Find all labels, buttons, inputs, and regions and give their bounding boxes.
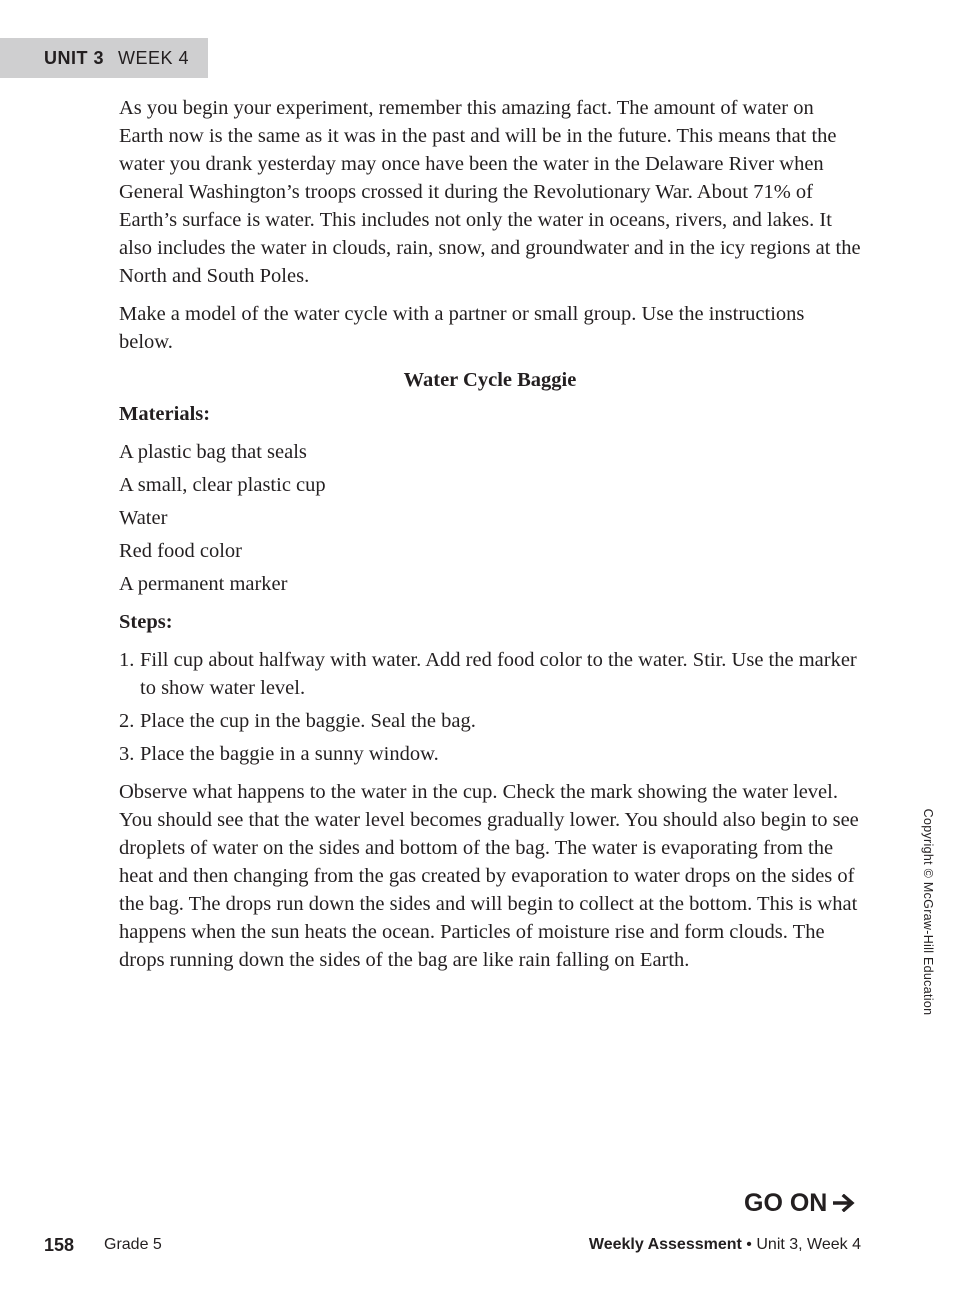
grade-label: Grade 5	[104, 1236, 162, 1253]
unit-label: UNIT 3	[44, 48, 105, 68]
step-number: 1.	[119, 649, 135, 671]
observation-paragraph: Observe what happens to the water in the cup. Check the mark showing the water level. You should see that the water level becomes gradually lower. You should also begin to see droplets of water on the sides and bottom of the bag. The water is evaporating from the heat and then changing from the gas created by evaporation to water drops on the sides of the bag. The drops run down the sides and will begin to collect at the bottom. This is what happens when the sun heats the ocean. Particles of moisture rise and form clouds. The drops running down the sides of the bag are like rain falling on Earth.	[119, 781, 859, 971]
page-number: 158	[44, 1235, 75, 1255]
assessment-info	[589, 1234, 861, 1256]
assessment-label: Weekly Assessment	[588, 1236, 742, 1253]
material-item: A plastic bag that seals	[119, 441, 307, 463]
main-content	[119, 94, 861, 974]
material-item: Red food color	[119, 540, 242, 562]
step-text: Place the baggie in a sunny window.	[140, 743, 439, 765]
intro-paragraph: As you begin your experiment, remember this amazing fact. The amount of water on Earth now is the same as it was in the past and will be in the future. This means that the water you drank yesterday may once have been the water in the Delaware River when General Washington’s troops crossed it during the Revolutionary War. About 71% of Earth’s surface is water. This includes not only the water in oceans, rivers, and lakes. It also includes the water in clouds, rain, snow, and groundwater and in the icy regions at the North and South Poles.	[119, 97, 861, 287]
material-item: A permanent marker	[119, 573, 288, 595]
material-item: A small, clear plastic cup	[119, 474, 326, 496]
instructions-paragraph: Make a model of the water cycle with a partner or small group. Use the instructions below.	[119, 303, 805, 353]
material-item: Water	[119, 507, 168, 529]
activity-title: Water Cycle Baggie	[403, 369, 577, 391]
step-number: 2.	[119, 710, 135, 732]
step-text: Place the cup in the baggie. Seal the bag.	[140, 710, 476, 732]
step-text: Fill cup about halfway with water. Add red food color to the water. Stir. Use the marker to show water level.	[140, 649, 857, 699]
arrow-right-icon	[833, 1194, 855, 1212]
go-on-label: GO ON	[744, 1189, 828, 1217]
unit-week-label: Unit 3, Week 4	[756, 1236, 861, 1253]
materials-heading: Materials:	[119, 403, 211, 425]
copyright-notice: Copyright © McGraw-Hill Education	[921, 808, 935, 1016]
step-item	[119, 646, 861, 702]
unit-week-tab	[0, 38, 208, 78]
step-item	[119, 707, 861, 735]
step-item	[119, 740, 861, 768]
footer-separator: •	[741, 1236, 757, 1253]
go-on-indicator	[744, 1186, 855, 1220]
steps-list	[119, 646, 861, 768]
step-number: 3.	[119, 743, 135, 765]
materials-list	[119, 438, 861, 598]
week-label: WEEK 4	[118, 48, 190, 68]
steps-heading: Steps:	[119, 611, 173, 633]
